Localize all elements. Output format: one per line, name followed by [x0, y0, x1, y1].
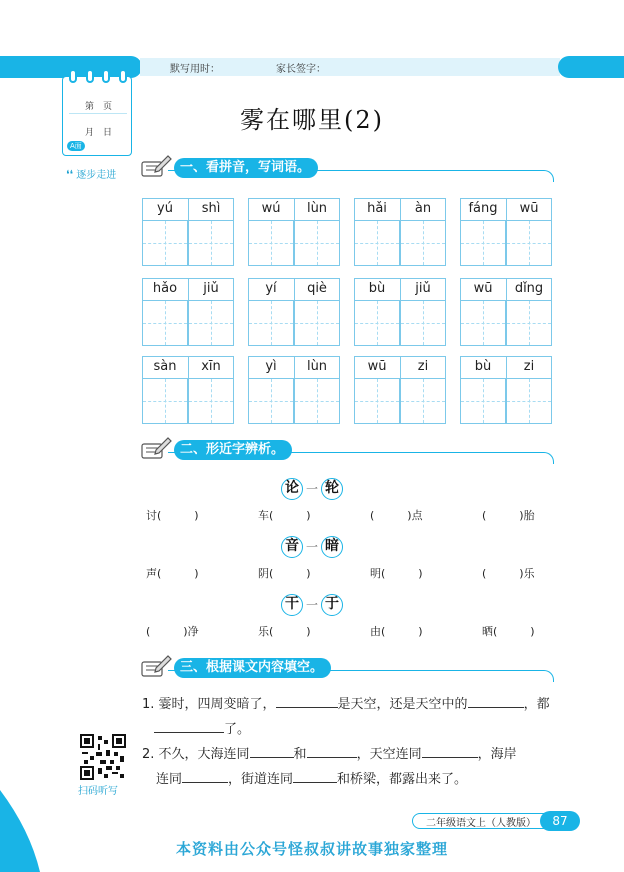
writing-cell[interactable]	[248, 220, 294, 266]
pinyin-word-box	[354, 198, 446, 268]
pencil-notebook-icon	[138, 654, 172, 680]
pinyin-word-box	[460, 356, 552, 426]
writing-cell[interactable]	[506, 378, 552, 424]
writing-cell[interactable]	[142, 300, 188, 346]
writing-cell[interactable]	[142, 378, 188, 424]
pinyin-syllable: wū	[367, 359, 387, 374]
page-number: 87	[540, 811, 580, 831]
word-blank[interactable]: 晒( )	[482, 625, 535, 638]
pinyin-syllable: lùn	[306, 201, 328, 216]
pair-dash: 一	[305, 598, 318, 612]
writing-cell[interactable]	[400, 378, 446, 424]
section-2-label: 二、形近字辨析。	[174, 440, 292, 460]
pinyin-syllable: sàn	[153, 359, 177, 374]
word-blank[interactable]: ( )净	[146, 625, 199, 638]
date-badge: A面	[67, 141, 85, 151]
side-note: ❛❛ 逐步走进	[66, 168, 117, 181]
pinyin-syllable: bù	[368, 281, 386, 296]
pinyin-word-box	[248, 198, 340, 268]
writing-cell[interactable]	[506, 300, 552, 346]
word-blank[interactable]: 明( )	[370, 567, 423, 580]
writing-cell[interactable]	[188, 220, 234, 266]
section-header-1	[138, 154, 558, 180]
writing-cell[interactable]	[354, 220, 400, 266]
word-blank[interactable]: 由( )	[370, 625, 423, 638]
writing-cell[interactable]	[506, 220, 552, 266]
writing-cell[interactable]	[354, 378, 400, 424]
footprint-icon: ❛❛	[66, 168, 74, 181]
word-blank[interactable]: ( )乐	[482, 567, 535, 580]
fill-question-1: 1. 霎时，四周变暗了， 是天空，还是天空中的 ，都 了。	[142, 692, 562, 742]
word-blank[interactable]: 阴( )	[258, 567, 311, 580]
time-label: 默写用时：	[170, 64, 220, 75]
pencil-notebook-icon	[138, 154, 172, 180]
answer-blank[interactable]	[293, 767, 337, 783]
pinyin-syllable: jiǔ	[415, 281, 431, 296]
answer-blank[interactable]	[182, 767, 228, 783]
answer-blank[interactable]	[468, 692, 524, 708]
page-title: 雾在哪里(2)	[240, 106, 384, 134]
section-header-2	[138, 436, 558, 462]
word-blank[interactable]: 乐( )	[258, 625, 311, 638]
pinyin-word-box	[248, 278, 340, 348]
word-blank[interactable]: 车( )	[258, 509, 311, 522]
pinyin-syllable: lùn	[306, 359, 328, 374]
pinyin-word-box	[354, 278, 446, 348]
parent-signature-label: 家长签字：	[276, 64, 326, 75]
word-blank[interactable]: ( )点	[370, 509, 423, 522]
char-a: 干	[281, 594, 303, 616]
char-pair-heading	[0, 536, 624, 558]
pinyin-syllable: yí	[265, 281, 277, 296]
section-1-label: 一、看拼音，写词语。	[174, 158, 318, 178]
word-blank[interactable]: ( )胎	[482, 509, 535, 522]
pair-dash: 一	[305, 482, 318, 496]
char-pair-heading	[0, 594, 624, 616]
pinyin-syllable: jiǔ	[203, 281, 219, 296]
char-b: 暗	[321, 536, 343, 558]
watermark-text: 本资料由公众号怪叔叔讲故事独家整理	[175, 840, 448, 858]
pinyin-syllable: yì	[265, 359, 277, 374]
char-b: 轮	[321, 478, 343, 500]
char-pair-row	[146, 622, 566, 642]
writing-cell[interactable]	[188, 300, 234, 346]
writing-cell[interactable]	[294, 220, 340, 266]
pair-dash: 一	[305, 540, 318, 554]
pinyin-syllable: qiè	[307, 281, 327, 296]
pinyin-word-box	[460, 278, 552, 348]
pinyin-syllable: wū	[519, 201, 539, 216]
pinyin-syllable: wū	[473, 281, 493, 296]
pinyin-syllable: zi	[417, 359, 429, 374]
pinyin-word-box	[460, 198, 552, 268]
pinyin-syllable: yú	[157, 201, 173, 216]
word-blank[interactable]: 讨( )	[146, 509, 199, 522]
answer-blank[interactable]	[276, 692, 338, 708]
writing-cell[interactable]	[248, 300, 294, 346]
pinyin-syllable: zi	[523, 359, 535, 374]
answer-blank[interactable]	[307, 742, 357, 758]
fill-question-2: 2. 不久，大海连同 和 ，天空连同 ，海岸 连同 ，街道连同 和桥梁，都露出来了。	[142, 742, 562, 792]
pinyin-syllable: àn	[414, 201, 432, 216]
writing-cell[interactable]	[248, 378, 294, 424]
pinyin-syllable: xīn	[201, 359, 221, 374]
qr-code-icon[interactable]	[80, 734, 126, 780]
pinyin-syllable: bù	[474, 359, 492, 374]
pinyin-syllable: hǎi	[367, 201, 387, 216]
pinyin-syllable: wú	[261, 201, 281, 216]
writing-cell[interactable]	[294, 300, 340, 346]
banner-right-tab	[558, 56, 624, 78]
writing-cell[interactable]	[460, 300, 506, 346]
char-pair-heading	[0, 478, 624, 500]
writing-cell[interactable]	[142, 220, 188, 266]
writing-cell[interactable]	[188, 378, 234, 424]
writing-cell[interactable]	[354, 300, 400, 346]
pencil-notebook-icon	[138, 436, 172, 462]
pinyin-word-box	[142, 356, 234, 426]
pinyin-word-box	[142, 198, 234, 268]
char-pair-row	[146, 564, 566, 584]
answer-blank[interactable]	[154, 717, 224, 733]
pinyin-word-box	[248, 356, 340, 426]
writing-cell[interactable]	[460, 378, 506, 424]
book-name: 二年级语文上（人教版）	[426, 818, 536, 829]
writing-cell[interactable]	[294, 378, 340, 424]
word-blank[interactable]: 声( )	[146, 567, 199, 580]
pinyin-syllable: dǐng	[514, 281, 544, 296]
char-b: 于	[321, 594, 343, 616]
calendar-rings-icon	[69, 69, 127, 83]
section-header-3	[138, 654, 558, 680]
date-month-day: 月 日	[85, 128, 113, 138]
answer-blank[interactable]	[250, 742, 294, 758]
char-a: 音	[281, 536, 303, 558]
pinyin-syllable: shì	[201, 201, 221, 216]
qr-label: 扫码听写	[78, 786, 118, 797]
pinyin-syllable: hǎo	[152, 281, 178, 296]
section-3-label: 三、根据课文内容填空。	[174, 658, 331, 678]
writing-cell[interactable]	[460, 220, 506, 266]
answer-blank[interactable]	[422, 742, 478, 758]
pinyin-word-box	[142, 278, 234, 348]
pinyin-word-box	[354, 356, 446, 426]
writing-cell[interactable]	[400, 220, 446, 266]
pinyin-syllable: fáng	[468, 201, 498, 216]
char-pair-row	[146, 506, 566, 526]
corner-decoration	[0, 790, 40, 872]
writing-cell[interactable]	[400, 300, 446, 346]
char-a: 论	[281, 478, 303, 500]
date-page: 第 页	[85, 102, 113, 112]
